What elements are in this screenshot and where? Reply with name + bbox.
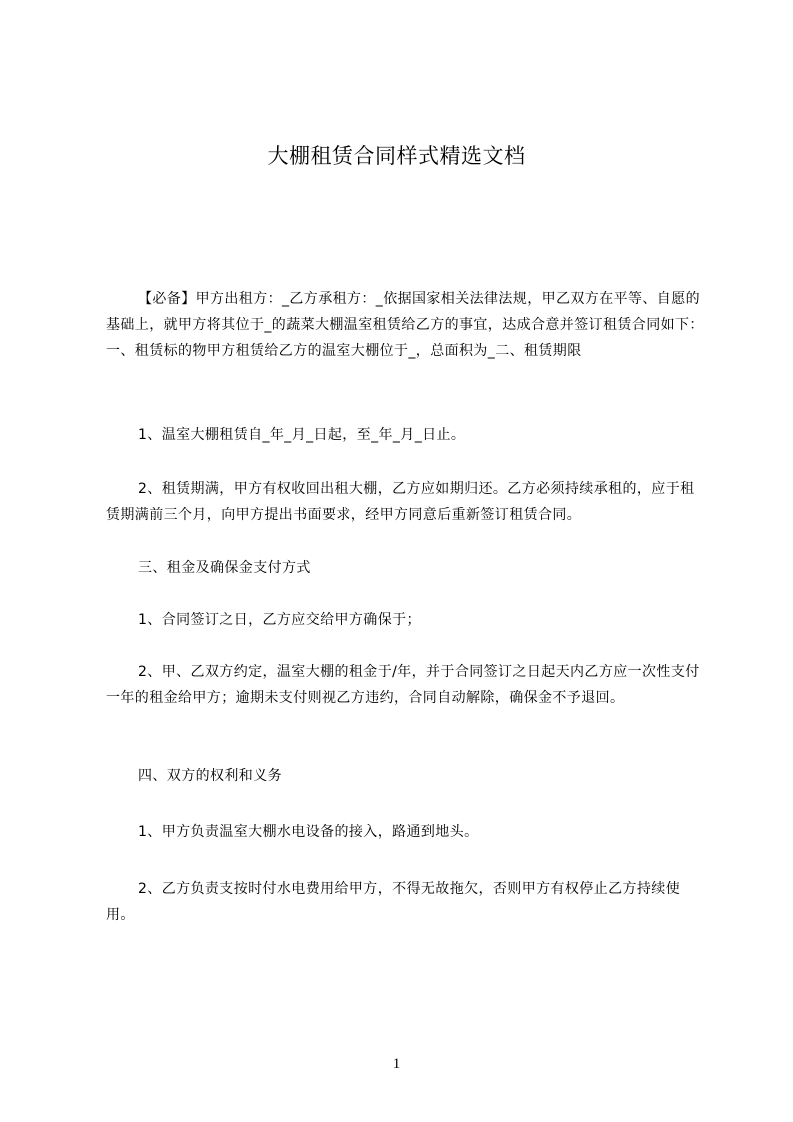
paragraph-rights-1: 1、甲方负责温室大棚水电设备的接入，路通到地头。 (138, 824, 479, 840)
paragraph-intro: 【必备】甲方出租方：_乙方承租方：_依据国家相关法律法规，甲乙双方在平等、自愿的基础上，就甲方将其位于_的蔬菜大棚温室租赁给乙方的事宜，达成合意并签订租赁合同如下：一、租赁标的物甲方租赁给乙方的温室大棚位于_，总面积为_二、租赁期限 (106, 291, 704, 359)
paragraph-rent-1: 1、合同签订之日，乙方应交给甲方确保于； (138, 612, 421, 628)
document-title: 大棚租赁合同样式精选文档 (267, 144, 526, 168)
page-number: 1 (392, 1056, 401, 1072)
paragraph-lease-term-1: 1、温室大棚租赁自_年_月_日起，至_年_月_日止。 (138, 427, 466, 443)
section-heading-rent: 三、租金及确保金支付方式 (138, 560, 311, 576)
section-heading-rights: 四、双方的权利和义务 (138, 768, 282, 784)
paragraph-lease-term-2: 2、租赁期满，甲方有权收回出租大棚，乙方应如期归还。乙方必须持续承租的，应于租赁期满前三个月，向甲方提出书面要求，经甲方同意后重新签订租赁合同。 (106, 481, 695, 523)
paragraph-rights-2: 2、乙方负责支按时付水电费用给甲方，不得无故拖欠，否则甲方有权停止乙方持续使用。 (106, 881, 681, 923)
paragraph-rent-2: 2、甲、乙双方约定，温室大棚的租金于/年，并于合同签订之日起天内乙方应一次性支付一年的租金给甲方；逾期未支付则视乙方违约，合同自动解除，确保金不予退回。 (106, 664, 700, 706)
